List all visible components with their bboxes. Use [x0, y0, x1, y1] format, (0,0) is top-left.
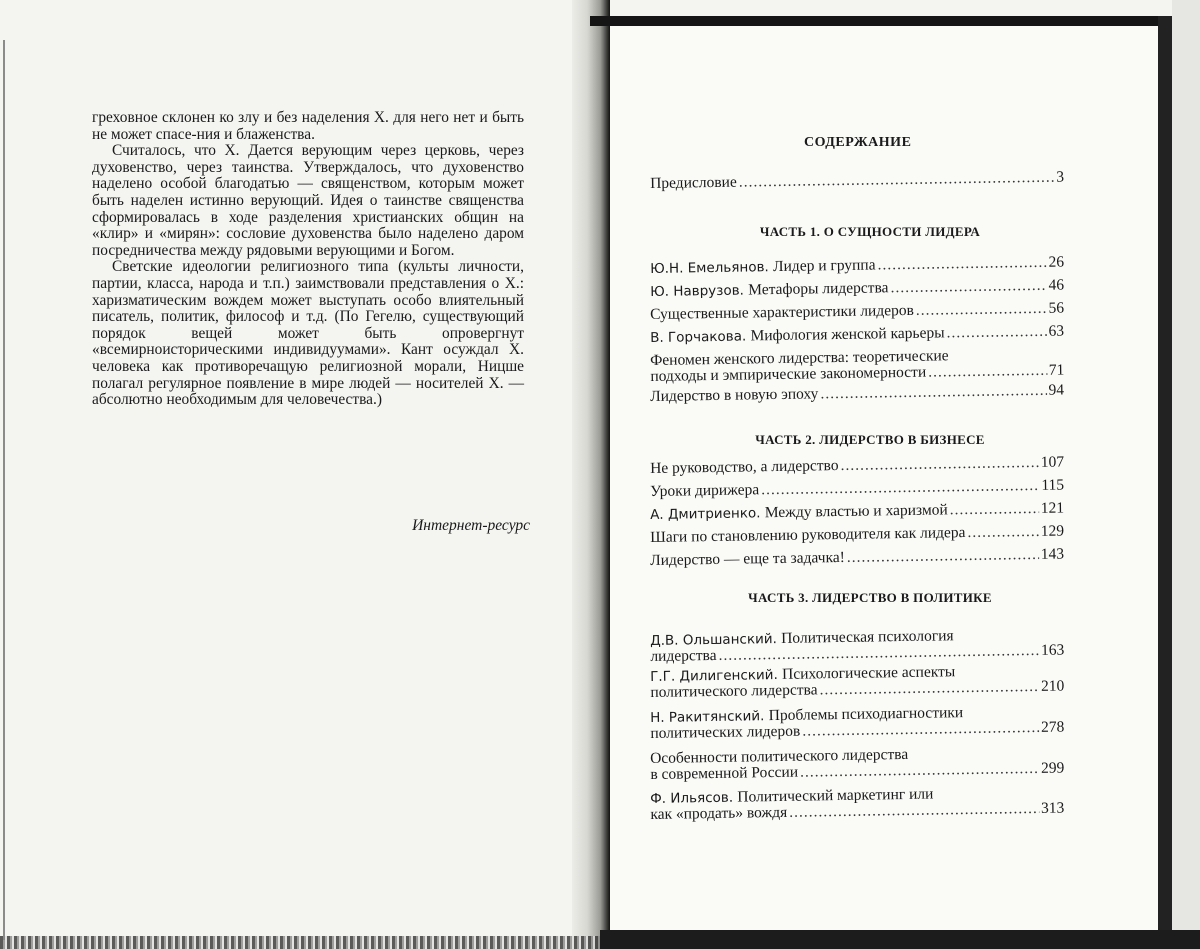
- toc-entry-author: А. Дмитриенко.: [650, 505, 765, 523]
- toc-entry-title: Феномен женского лидерства: теоретические: [649, 347, 949, 369]
- toc-entry: [650, 346, 1064, 384]
- source-attribution: Интернет-ресурс: [412, 517, 530, 534]
- toc-entry-author: Д.В. Ольшанский.: [650, 630, 782, 649]
- toc-entry-page: 46: [1048, 276, 1065, 294]
- toc-entry-page: 107: [1040, 453, 1065, 471]
- toc-entry-title: лидерства: [650, 646, 717, 665]
- scan-border-bottom-left: [0, 936, 600, 949]
- toc-entry-title: Ю.Н. Емельянов. Лидер и группа: [650, 256, 876, 277]
- toc-entry: [650, 784, 1064, 822]
- leader-dots: [928, 363, 1047, 381]
- toc-entry: [650, 626, 1064, 664]
- toc-entry-title: Не руководство, а лидерство: [649, 457, 839, 477]
- paragraph: Считалось, что Х. Дается верующим через церковь, через духовенство, через таинства. Утверждалось, что духовенство наделено особой благодатью — священством, которым может быть наделен истинно верующий. Идея о таинстве священства сформировалась в ходе разделения христианских общин на «клир» и «мирян»: сословие духовенства было наделено даром посредничества между рядовыми верующими и Богом.: [92, 142, 524, 259]
- toc-entry-title: Д.В. Ольшанский. Политическая психология: [650, 627, 954, 649]
- scan-border-top: [590, 16, 1165, 26]
- toc-entry-page: 313: [1040, 799, 1065, 817]
- toc-entry-title: в современной России: [650, 763, 799, 783]
- toc-entry-title: Предисловие: [649, 173, 737, 192]
- toc-entry-title: Н. Ракитянский. Проблемы психодиагностики: [650, 704, 964, 726]
- toc-entry-page: 71: [1048, 361, 1065, 379]
- toc-entry-title: В. Горчакова. Мифология женской карьеры: [650, 324, 945, 346]
- toc-entry-page: 115: [1041, 476, 1065, 494]
- leader-dots: [946, 324, 1046, 342]
- toc-entry-author: Ю. Наврузов.: [650, 282, 749, 300]
- toc-entry-page: 63: [1048, 322, 1065, 340]
- leader-dots: [916, 301, 1047, 319]
- toc-entry-title: Г.Г. Дилигенский. Психологические аспекты: [650, 663, 956, 685]
- toc-entry-page: 143: [1040, 545, 1065, 563]
- toc-entry-page: 26: [1048, 253, 1065, 271]
- part-heading: ЧАСТЬ 1. О СУЩНОСТИ ЛИДЕРА: [759, 224, 981, 239]
- toc-entry-page: 299: [1040, 759, 1065, 777]
- toc-entry-page: 56: [1048, 299, 1065, 317]
- toc-entry-title: Уроки дирижера: [649, 481, 760, 500]
- toc-entry-title: как «продать» вождя: [650, 803, 788, 823]
- leader-dots: [950, 501, 1039, 518]
- paragraph: Светские идеологии религиозного типа (культы личности, партии, класса, народа и т.п.) заимствовали представления о Х.: харизматическим вождем может выступать особо влиятельный писатель, политик, философ и т.д. (По Гегелю, существующий порядок вещей может быть опровергнут «всемирноисторическими индивидуумами». Кант осуждал Х. человека как противоречащую религиозной морали, Ницше полагал регулярное появление в мире людей — носителей Х. — абсолютно необходимым для человечества.): [92, 258, 524, 409]
- scan-border-right: [1158, 16, 1172, 936]
- toc-entry-page: 210: [1040, 677, 1065, 695]
- toc-entry-author: Г.Г. Дилигенский.: [650, 666, 783, 685]
- scan-margin-right: [1172, 0, 1200, 949]
- toc-entry-page: 129: [1040, 522, 1065, 540]
- toc-entry-page: 94: [1048, 381, 1065, 399]
- leader-dots: [890, 278, 1046, 296]
- toc-entry-title: подходы и эмпирические закономерности: [650, 363, 927, 385]
- toc-entry-title: Лидерство в новую эпоху: [649, 385, 819, 405]
- leader-dots: [847, 547, 1039, 566]
- toc-entry-title: Особенности политического лидерства: [649, 745, 909, 767]
- toc-entry-page: 121: [1040, 499, 1065, 517]
- toc-entry-title: Существенные характеристики лидеров: [649, 301, 914, 323]
- toc-entry: [650, 744, 1064, 782]
- toc-entry-title: А. Дмитриенко. Между властью и харизмой: [650, 501, 948, 523]
- paragraph: греховное склонен ко злу и без наделения Х. для него нет и быть не может спасе-ния и блаженства.: [92, 109, 524, 143]
- scan-edge: [3, 40, 5, 940]
- toc-entry-page: 278: [1040, 718, 1065, 736]
- toc-entry-author: В. Горчакова.: [650, 328, 751, 346]
- book-gutter: [572, 0, 610, 949]
- scan-border-bottom-right: [600, 930, 1200, 949]
- toc-entry-title: политического лидерства: [650, 681, 818, 701]
- toc-entry-title: Ю. Наврузов. Метафоры лидерства: [650, 279, 889, 300]
- part-heading: ЧАСТЬ 2. ЛИДЕРСТВО В БИЗНЕСЕ: [755, 432, 985, 447]
- leader-dots: [819, 679, 1039, 698]
- toc-entry-title: политических лидеров: [650, 722, 801, 742]
- leader-dots: [967, 524, 1039, 541]
- toc-entry-author: Ю.Н. Емельянов.: [650, 259, 774, 277]
- toc-entry: [650, 703, 1064, 741]
- part-heading: ЧАСТЬ 3. ЛИДЕРСТВО В ПОЛИТИКЕ: [748, 590, 992, 605]
- left-page-body: [92, 110, 524, 409]
- toc-entry-page: 163: [1040, 641, 1065, 659]
- toc-entry: [650, 662, 1064, 700]
- toc-title: СОДЕРЖАНИЕ: [804, 135, 912, 150]
- toc-entry-title: Лидерство — еще та задачка!: [649, 548, 845, 569]
- toc-entry-title: Шаги по становлению руководителя как лидера: [649, 524, 966, 546]
- toc-entry-author: Ф. Ильясов.: [650, 789, 738, 807]
- toc-entry-author: Н. Ракитянский.: [650, 708, 769, 726]
- toc-entry-page: 3: [1056, 168, 1065, 186]
- leader-dots: [840, 455, 1039, 474]
- leader-dots: [877, 255, 1046, 274]
- toc-entry-title: Ф. Ильясов. Политический маркетинг или: [650, 785, 934, 807]
